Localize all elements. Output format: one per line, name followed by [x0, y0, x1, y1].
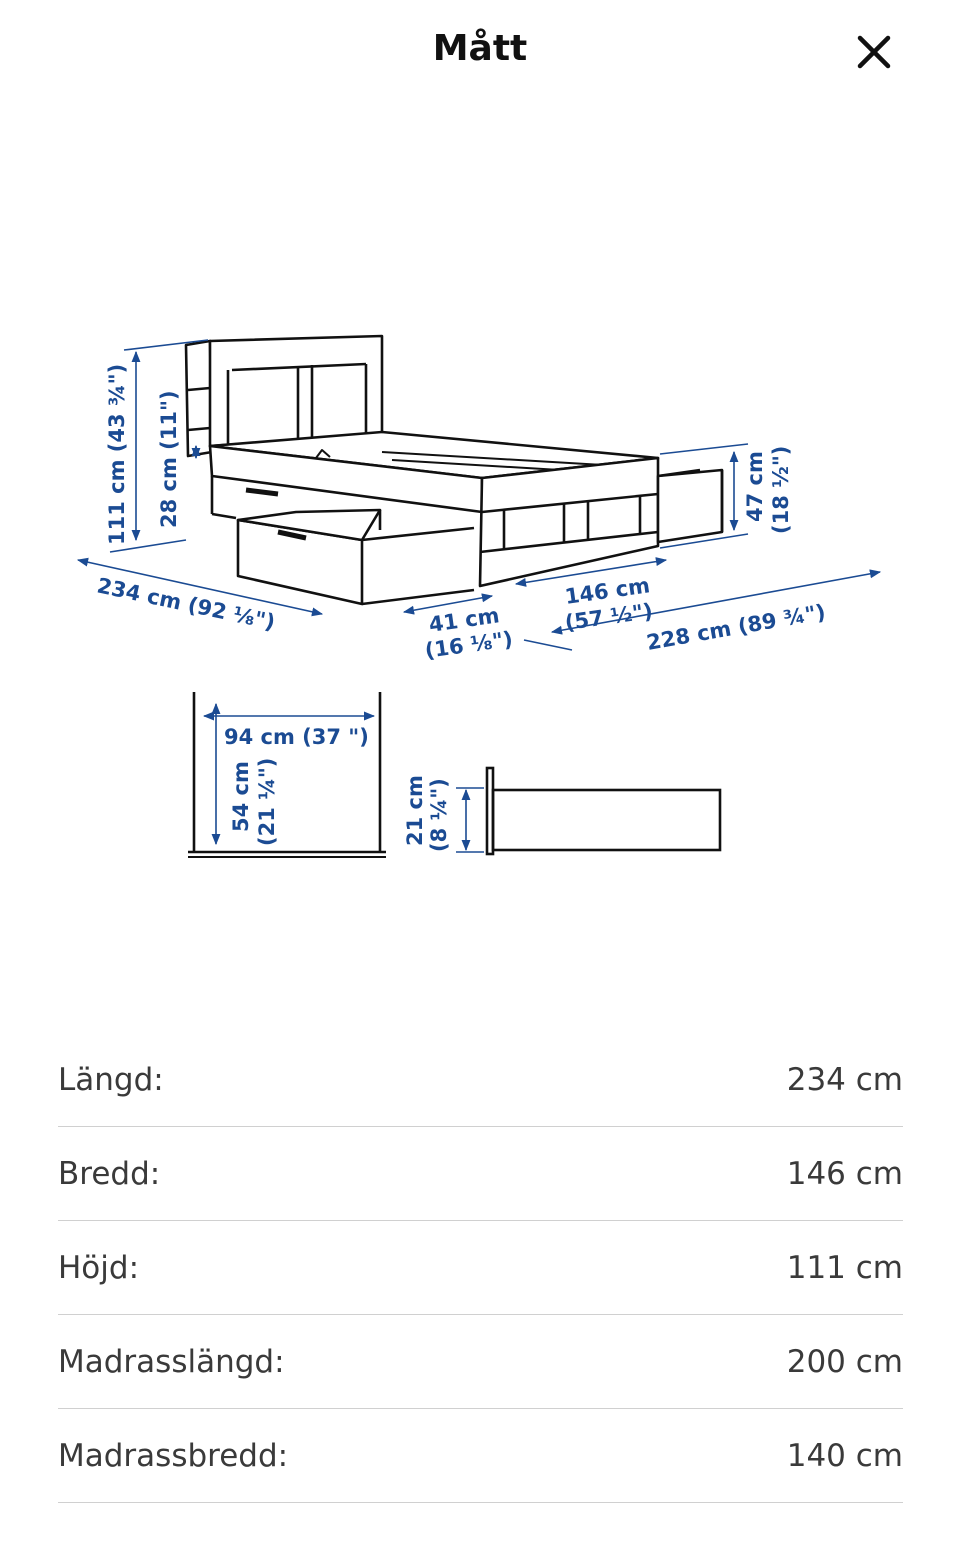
drawer-dimensions: [204, 704, 374, 846]
dim-width-cm: 146 cm: [563, 573, 652, 609]
dim-drawer-depth-in: (16 ⅛"): [423, 626, 515, 663]
spec-row-length: [58, 1033, 903, 1127]
spec-label: Höjd:: [58, 1249, 140, 1286]
dim-height: 111 cm (43 ¾"): [105, 363, 129, 545]
dim-side-height-in: (18 ½"): [769, 445, 793, 534]
close-button[interactable]: [848, 26, 900, 78]
drawer-side-view: [487, 768, 720, 854]
dim-shelf-height: 28 cm (11"): [157, 390, 181, 528]
dim-width-in: (57 ½"): [563, 598, 655, 635]
page-title: Mått: [432, 28, 528, 69]
spec-label: Madrassbredd:: [58, 1437, 289, 1474]
spec-label: Madrasslängd:: [58, 1343, 285, 1380]
spec-value: 200 cm: [786, 1343, 903, 1380]
dim-drawer-width: 94 cm (37 "): [224, 725, 369, 749]
spec-row-mattress-length: [58, 1315, 903, 1409]
spec-value: 234 cm: [786, 1061, 903, 1098]
dim-drawer-depth-cm: 41 cm: [427, 603, 501, 637]
dim-side-height-cm: 47 cm: [743, 451, 767, 522]
spec-row-width: [58, 1127, 903, 1221]
dim-length: 234 cm (92 ⅛"): [94, 573, 278, 635]
dim-drawer-depth-in: (21 ¼"): [255, 757, 279, 846]
spec-row-mattress-width: [58, 1409, 903, 1503]
spec-value: 140 cm: [786, 1437, 903, 1474]
close-icon: [857, 35, 891, 69]
drawer-side-dimensions: [403, 775, 484, 852]
dim-length-with-drawer: 228 cm (89 ¾"): [644, 599, 828, 655]
spec-label: Bredd:: [58, 1155, 161, 1192]
bed-dimension-diagram: [0, 300, 960, 900]
dim-drawer-depth-cm: 54 cm: [229, 761, 253, 832]
dim-drawer-height-cm: 21 cm: [403, 775, 427, 846]
dim-drawer-height-in: (8 ¼"): [427, 778, 451, 852]
spec-list: [58, 1033, 903, 1503]
spec-value: 111 cm: [786, 1249, 903, 1286]
spec-value: 146 cm: [786, 1155, 903, 1192]
spec-row-height: [58, 1221, 903, 1315]
spec-label: Längd:: [58, 1061, 164, 1098]
